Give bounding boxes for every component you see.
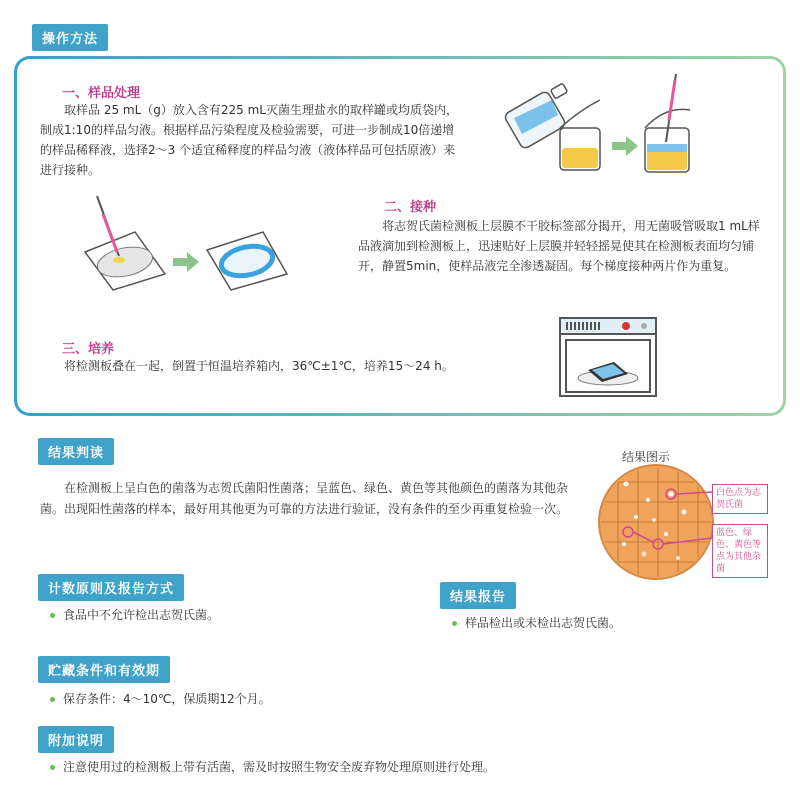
culture-heading: 三、培养 <box>62 342 115 357</box>
right-arrow-icon <box>173 252 199 272</box>
additional-bullet <box>50 758 495 775</box>
jar-icon <box>560 100 600 170</box>
jar-with-pipette-icon <box>645 74 690 172</box>
storage-bullet-text: 保存条件：4～10℃，保质期12个月。 <box>63 692 271 706</box>
bottle-icon <box>503 83 567 150</box>
culture-text: 将检测板叠在一起，倒置于恒温培养箱内，36℃±1℃，培养15～24 h。 <box>64 359 454 373</box>
result-plate-diagram <box>596 462 716 582</box>
inoculated-plate-icon <box>207 232 287 290</box>
storage-bullet <box>50 690 271 707</box>
diagram-title: 结果图示 <box>622 450 671 464</box>
result-reading-tag: 结果判读 <box>38 438 114 465</box>
counting-bullet-text: 食品中不允许检出志贺氏菌。 <box>63 608 220 622</box>
inoculation-text: 将志贺氏菌检测板上层膜不干胶标签部分揭开，用无菌吸管吸取1 mL样品液滴加到检测板上，迅速贴好上层膜并轻轻摇晃使其在检测板表面均匀铺开，静置5min，使样品液完全渗透凝固。每个梯度接种两片作为重复。 <box>358 219 760 273</box>
right-arrow-icon <box>612 136 638 156</box>
plate-with-pipette-icon <box>85 196 165 290</box>
bullet-icon <box>452 621 457 626</box>
counting-tag: 计数原则及报告方式 <box>38 574 184 601</box>
incubator-illustration <box>558 316 658 398</box>
sample-processing-text: 取样品 25 mL（g）放入含有225 mL灭菌生理盐水的取样罐或均质袋内，制成1:10的样品匀液。根据样品污染程度及检验需要，可进一步制成10倍递增的样品稀释液，选择2～3 个适宜稀释度的样品匀液（液体样品可包括原液）来进行接种。 <box>40 103 458 177</box>
result-reading-text: 在检测板上呈白色的菌落为志贺氏菌阳性菌落；呈蓝色、绿色、黄色等其他颜色的菌落为其他杂菌。出现阳性菌落的样本，最好用其他更为可靠的方法进行验证，没有条件的至少再重复检验一次。 <box>40 481 569 516</box>
operation-tag: 操作方法 <box>32 24 108 51</box>
sample-processing-illustration <box>500 70 720 180</box>
bullet-icon <box>50 613 55 618</box>
bullet-icon <box>50 697 55 702</box>
inoculation-illustration <box>75 192 295 292</box>
additional-tag: 附加说明 <box>38 726 114 753</box>
white-colony-label: 白色点为志贺氏菌 <box>712 484 768 514</box>
storage-tag: 贮藏条件和有效期 <box>38 656 170 683</box>
other-colony-label: 蓝色、绿色、黄色等点为其他杂菌 <box>712 524 768 578</box>
report-tag: 结果报告 <box>440 582 516 609</box>
inoculation-heading: 二、接种 <box>384 200 437 215</box>
counting-bullet <box>50 606 219 623</box>
additional-bullet-text: 注意使用过的检测板上带有活菌，需及时按照生物安全废弃物处理原则进行处理。 <box>63 760 496 774</box>
report-bullet-text: 样品检出或未检出志贺氏菌。 <box>465 616 622 630</box>
report-bullet <box>452 614 621 631</box>
sample-processing-heading: 一、样品处理 <box>62 86 141 101</box>
bullet-icon <box>50 765 55 770</box>
